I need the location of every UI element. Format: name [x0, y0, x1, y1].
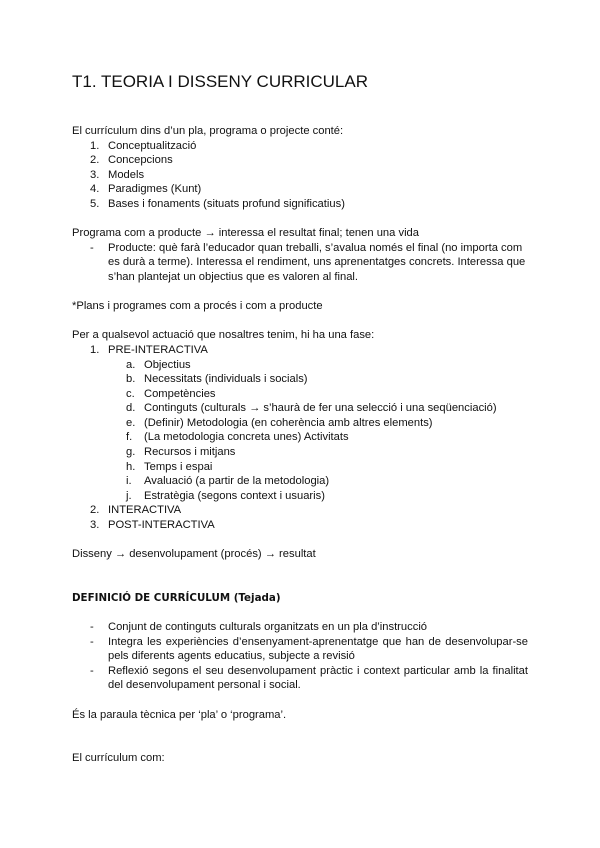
pre-interactive-sublist — [72, 358, 528, 504]
list-item: i. Avaluació (a partir de la metodologia) — [126, 475, 330, 488]
list-item: h. Temps i espai — [126, 460, 213, 473]
phases-list-continued — [72, 503, 528, 532]
list-item: g. Recursos i mitjans — [126, 446, 236, 459]
list-item: f. (La metodologia concreta unes) Activitats — [126, 431, 349, 444]
list-item: 5. Bases i fonaments (situats profund significatius) — [90, 197, 345, 210]
curriculum-as: El currículum com: — [72, 752, 165, 765]
document-page — [72, 72, 528, 766]
list-item: j. Estratègia (segons context i usuaris) — [126, 489, 325, 502]
list-item: - Reflexió segons el seu desenvolupament pràctic i context particular amb la finalitat del desenvolupament personal i social. — [90, 664, 528, 692]
design-flow: Disseny → desenvolupament (procés) → resultat — [72, 548, 316, 561]
list-item: c. Competències — [126, 387, 216, 400]
list-item: 3. POST-INTERACTIVA — [90, 519, 215, 532]
list-item: 2. INTERACTIVA — [90, 504, 182, 517]
program-as-product: Programa com a producte → interessa el resultat final; tenen una vida — [72, 227, 419, 240]
plans-note: *Plans i programes com a procés i com a producte — [72, 300, 323, 313]
list-item: 4. Paradigmes (Kunt) — [90, 183, 202, 196]
list-item: d. Continguts (culturals → s’haurà de fer una selecció i una seqüenciació) — [126, 402, 497, 415]
list-item: - Integra les experiències d’ensenyament-aprenentatge que han de desenvolupar-se pels diferents agents educatius, subjecte a revisió — [90, 635, 528, 663]
list-item: a. Objectius — [126, 358, 191, 371]
list-item: - Producte: què farà l’educador quan treballi, s’avalua només el final (no importa com es durà a terme). Interessa el rendiment, uns aprenentatges concrets. Interessa que s’han plantejat un objectius que es valoren al final. — [90, 241, 526, 283]
list-item: 1. Conceptualització — [90, 139, 197, 152]
phases-list — [72, 343, 528, 358]
list-item: b. Necessitats (individuals i socials) — [126, 373, 308, 386]
technical-word-note: És la paraula tècnica per ‘pla’ o ‘programa’. — [72, 708, 287, 721]
phases-intro: Per a qualsevol actuació que nosaltres tenim, hi ha una fase: — [72, 329, 375, 342]
definition-heading: DEFINICIÓ DE CURRÍCULUM (Tejada) — [72, 591, 281, 604]
curriculum-intro: El currículum dins d’un pla, programa o projecte conté: — [72, 125, 344, 137]
list-item: - Conjunt de continguts culturals organitzats en un pla d’instrucció — [90, 621, 428, 633]
list-item: 3. Models — [90, 168, 145, 181]
curriculum-contents-list — [72, 139, 528, 212]
list-item: e. (Definir) Metodologia (en coherència amb altres elements) — [126, 416, 433, 429]
product-bullets — [72, 241, 528, 285]
list-item: 1. PRE-INTERACTIVA — [90, 343, 208, 356]
page-title: T1. TEORIA I DISSENY CURRICULAR — [72, 72, 368, 91]
list-item: 2. Concepcions — [90, 154, 173, 167]
definition-bullets — [72, 620, 528, 693]
